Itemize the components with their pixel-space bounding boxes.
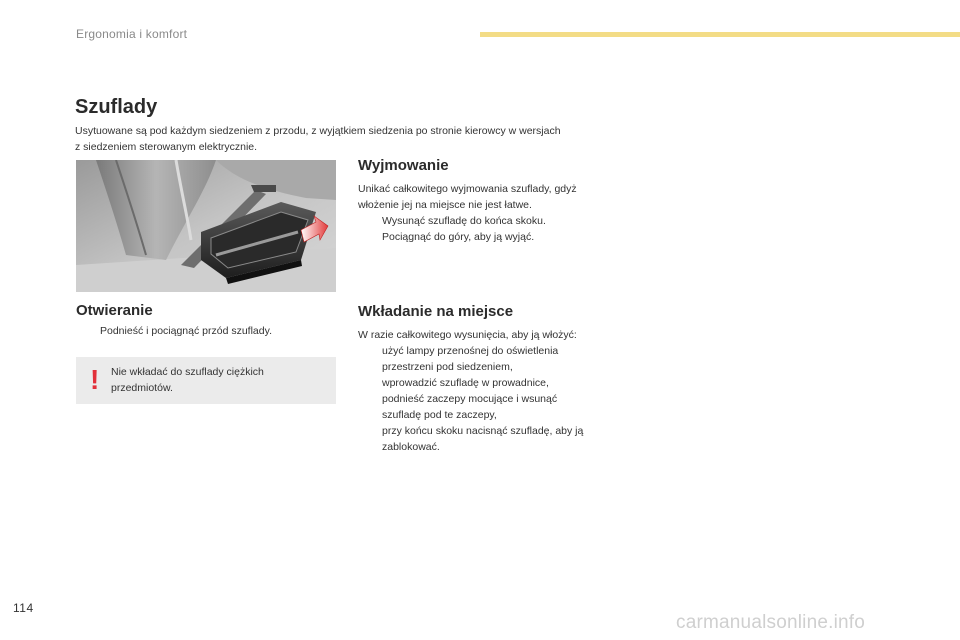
step-text: podnieść zaczepy mocujące i wsunąć xyxy=(382,393,558,405)
warning-line: Nie wkładać do szuflady ciężkich xyxy=(111,366,264,378)
opening-heading: Otwieranie xyxy=(76,302,153,319)
page-number: 114 xyxy=(13,601,34,615)
list-item xyxy=(358,213,628,229)
step-text: Wysunąć szufladę do końca skoku. xyxy=(382,215,546,227)
page-title: Szuflady xyxy=(75,96,158,118)
header-accent-bar xyxy=(480,32,960,37)
step-text: przestrzeni pod siedzeniem, xyxy=(382,361,513,373)
removal-steps xyxy=(358,213,628,245)
header-section-title: Ergonomia i komfort xyxy=(76,27,188,41)
intro-line: Usytuowane są pod każdym siedzeniem z przodu, z wyjątkiem siedzenia po stronie kierowcy w wersjach xyxy=(75,125,561,137)
removal-text xyxy=(358,181,628,213)
list-item xyxy=(358,423,638,455)
removal-line: włożenie jej na miejsce nie jest łatwe. xyxy=(358,199,532,211)
insertion-intro: W razie całkowitego wysunięcia, aby ją włożyć: xyxy=(358,329,577,341)
drawer-photo xyxy=(76,160,336,292)
drawer-illustration xyxy=(76,160,336,292)
step-text: szufladę pod te zaczepy, xyxy=(382,409,497,421)
opening-steps xyxy=(76,323,336,339)
list-item xyxy=(358,391,638,423)
watermark-text: carmanualsonline.info xyxy=(676,612,866,633)
removal-line: Unikać całkowitego wyjmowania szuflady, gdyż xyxy=(358,183,577,195)
insertion-steps xyxy=(358,343,638,455)
list-item xyxy=(358,343,638,375)
step-text: użyć lampy przenośnej do oświetlenia xyxy=(382,345,559,357)
list-item xyxy=(76,323,336,339)
warning-exclamation-icon: ! xyxy=(90,364,100,395)
list-item xyxy=(358,375,638,391)
intro-text xyxy=(75,123,635,155)
step-text: zablokować. xyxy=(382,441,440,453)
insertion-heading: Wkładanie na miejsce xyxy=(358,303,514,320)
warning-box xyxy=(76,357,336,404)
step-text: Podnieść i pociągnąć przód szuflady. xyxy=(100,325,272,337)
step-text: Pociągnąć do góry, aby ją wyjąć. xyxy=(382,231,535,243)
list-item xyxy=(358,229,628,245)
intro-line: z siedzeniem sterowanym elektrycznie. xyxy=(75,141,258,153)
warning-line: przedmiotów. xyxy=(111,382,173,394)
removal-heading: Wyjmowanie xyxy=(358,157,449,174)
step-text: przy końcu skoku nacisnąć szufladę, aby ją xyxy=(382,425,584,437)
warning-text xyxy=(111,364,326,396)
step-text: wprowadzić szufladę w prowadnice, xyxy=(382,377,549,389)
